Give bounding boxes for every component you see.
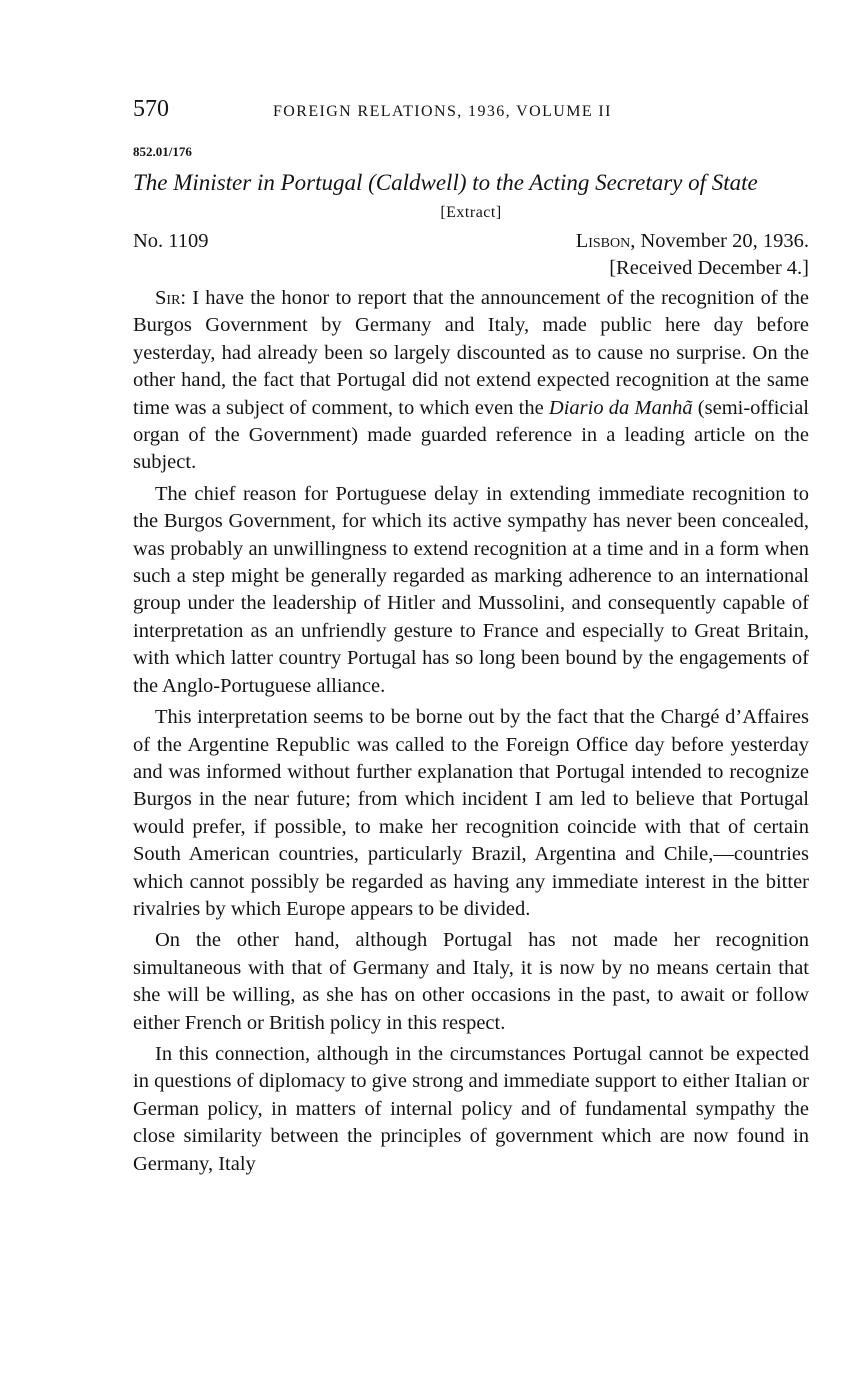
dateline-row xyxy=(133,228,809,255)
paragraph-2: The chief reason for Portuguese delay in extending immediate recognition to the Burgos Government, for which its active sympathy has never been concealed, was probably an unwillingness to extend recognition at a time and in a form when such a step might be generally regarded as marking adherence to an international group under the leadership of Hitler and Mussolini, and consequently capable of interpretation as an unfriendly gesture to France and especially to Great Britain, with which latter country Portugal has so long been bound by the engagements of the Anglo-Portuguese alliance. xyxy=(133,482,809,697)
salutation: Sir xyxy=(155,287,181,309)
page-header xyxy=(133,96,809,130)
newspaper-title: Diario da Manhã xyxy=(548,396,693,419)
paragraph-1-part-b: (semi-official organ of the Government) made guarded reference in a leading article on the subject. xyxy=(133,396,809,474)
dateline-place: Lisbon xyxy=(575,230,631,252)
letter-body xyxy=(133,285,809,1178)
paragraph-1-part-a: : I have the honor to report that the announcement of the recognition of the Burgos Government by Germany and Italy, made public here day before yesterday, had already been so largely discounted as to cause no surprise. On the other hand, the fact that Portugal did not extend expected recognition at the same time was a subject of comment, to which even the xyxy=(133,287,809,419)
paragraph-5: In this connection, although in the circumstances Portugal cannot be expected in questions of diplomacy to give strong and immediate support to either Italian or German policy, in matters of internal policy and of fundamental sympathy the close similarity between the principles of government which are now found in Germany, Italy xyxy=(133,1042,809,1175)
dateline xyxy=(576,228,809,255)
paragraph-3: This interpretation seems to be borne out by the fact that the Chargé d’Affaires of the Argentine Republic was called to the Foreign Office day before yesterday and was informed without further explanation that Portugal intended to recognize Burgos in the near future; from which incident I am led to believe that Portugal would prefer, if possible, to make her recognition coincide with that of certain South American countries, particularly Brazil, Argentina and Chile,—countries which cannot possibly be regarded as having any immediate interest in the bitter rivalries by which Europe appears to be divided. xyxy=(133,706,809,920)
page-number: 570 xyxy=(133,96,169,122)
dateline-date: , November 20, 1936. xyxy=(630,230,809,252)
extract-label: [Extract] xyxy=(440,204,502,221)
file-number: 852.01/176 xyxy=(133,144,192,159)
paragraph-1 xyxy=(133,285,809,477)
document-page xyxy=(133,96,809,1182)
received-date: [Received December 4.] xyxy=(609,257,809,279)
document-title: The Minister in Portugal (Caldwell) to the Acting Secretary of State xyxy=(133,170,758,195)
running-head: FOREIGN RELATIONS, 1936, VOLUME II xyxy=(273,103,612,120)
paragraph-4: On the other hand, although Portugal has not made her recognition simultaneous with that of Germany and Italy, it is now by no means certain that she will be willing, as she has on other occasions in the past, to await or follow either French or British policy in this respect. xyxy=(133,929,809,1034)
document-number: No. 1109 xyxy=(133,230,209,252)
